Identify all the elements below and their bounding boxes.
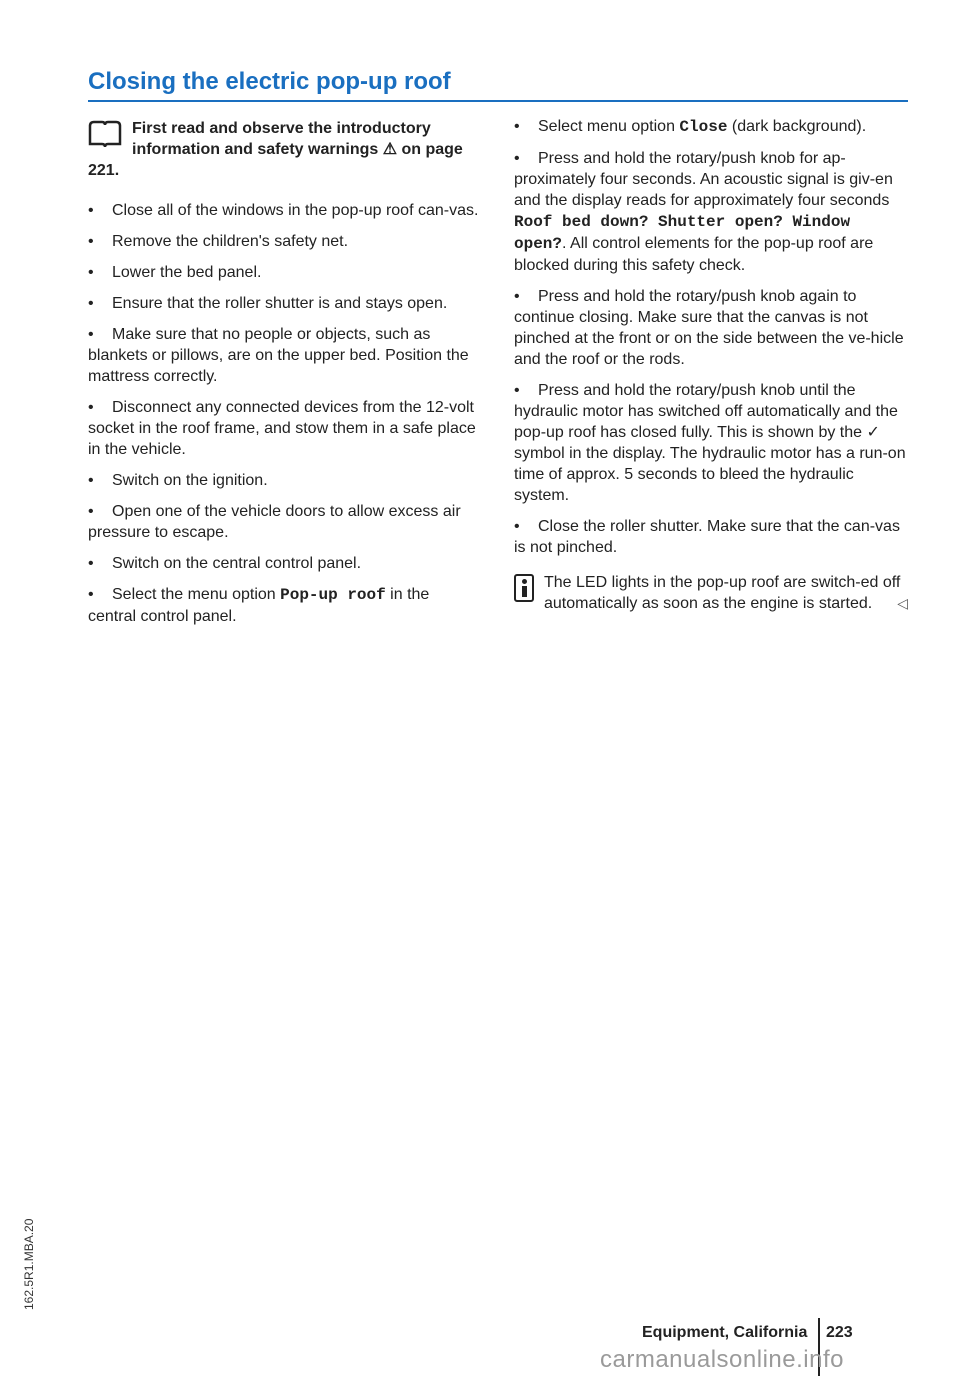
- bullet-icon: •: [88, 586, 94, 603]
- bullet-icon: •: [88, 326, 94, 343]
- list-item: [88, 501, 480, 543]
- intro-notice: [88, 116, 480, 181]
- bullet-icon: •: [88, 233, 94, 250]
- step-text: Lower the bed panel.: [112, 264, 262, 281]
- list-item: [88, 584, 480, 627]
- list-item: [88, 262, 480, 283]
- list-item: [514, 286, 906, 370]
- step-text: Press and hold the rotary/push knob until the hydraulic motor has switched off automatically and the pop-up roof has closed fully. This is shown by the ✓ symbol in the display. The hydraulic motor has a run-on time of approx. 5 seconds to bleed the hydraulic system.: [514, 382, 906, 504]
- left-steps: [88, 200, 480, 627]
- bullet-icon: •: [88, 295, 94, 312]
- step-text: Make sure that no people or objects, such as blankets or pillows, are on the upper bed. Position the mattress correctly.: [88, 326, 469, 385]
- watermark: carmanualsonline.info: [600, 1346, 844, 1373]
- menu-option-text: Pop-up roof: [280, 586, 386, 604]
- step-text: Press and hold the rotary/push knob again to continue closing. Make sure that the canvas is not pinched at the front or on the side between the ve-hicle and the roof or the rods.: [514, 288, 904, 368]
- right-steps: [514, 116, 906, 558]
- info-icon: [514, 574, 534, 602]
- bullet-icon: •: [514, 150, 520, 167]
- page-title: Closing the electric pop-up roof: [88, 68, 451, 95]
- title-rule: [88, 100, 908, 102]
- list-item: [88, 553, 480, 574]
- list-item: [88, 470, 480, 491]
- step-text: Switch on the central control panel.: [112, 555, 362, 572]
- bullet-icon: •: [514, 382, 520, 399]
- step-text: Select menu option: [538, 118, 680, 135]
- step-text: Select the menu option: [112, 586, 281, 603]
- step-text: Open one of the vehicle doors to allow excess air pressure to escape.: [88, 503, 461, 541]
- bullet-icon: •: [88, 264, 94, 281]
- list-item: [514, 380, 906, 506]
- page-number: 223: [826, 1324, 853, 1341]
- right-column: [514, 116, 906, 614]
- book-icon: [88, 120, 122, 148]
- note-text: The LED lights in the pop-up roof are switch-ed off automatically as soon as the engine is started.: [544, 574, 901, 612]
- bullet-icon: •: [88, 503, 94, 520]
- list-item: [88, 293, 480, 314]
- step-text: Ensure that the roller shutter is and stays open.: [112, 295, 448, 312]
- step-text: . All control elements for the pop-up roof are blocked during this safety check.: [514, 235, 874, 274]
- bullet-icon: •: [514, 288, 520, 305]
- step-text: Switch on the ignition.: [112, 472, 268, 489]
- left-column: [88, 116, 480, 637]
- list-item: [514, 148, 906, 276]
- intro-text: First read and observe the introductory information and safety warnings ⚠ on page 221.: [88, 120, 463, 179]
- menu-option-text: Close: [679, 118, 728, 136]
- bullet-icon: •: [88, 472, 94, 489]
- list-item: [88, 397, 480, 460]
- step-text: Press and hold the rotary/push knob for ap-proximately four seconds. An acoustic signal is giv-en and the display reads for approximately four seconds: [514, 150, 893, 209]
- document-code: 162.5R1.MBA.20: [22, 1218, 36, 1310]
- list-item: [514, 116, 906, 138]
- list-item: [88, 231, 480, 252]
- menu-option-text: Roof bed down? Shutter open? Window open?: [514, 213, 851, 253]
- bullet-icon: •: [514, 518, 520, 535]
- footer-section-title: Equipment, California: [642, 1324, 808, 1341]
- list-item: [88, 324, 480, 387]
- step-text: Close the roller shutter. Make sure that the can-vas is not pinched.: [514, 518, 900, 556]
- list-item: [88, 200, 480, 221]
- step-text: in the central control panel.: [88, 586, 430, 625]
- bullet-icon: •: [88, 555, 94, 572]
- step-text: Disconnect any connected devices from the 12-volt socket in the roof frame, and stow them in a safe place in the vehicle.: [88, 399, 476, 458]
- list-item: [514, 516, 906, 558]
- step-text: Close all of the windows in the pop-up roof can-vas.: [112, 202, 479, 219]
- bullet-icon: •: [88, 399, 94, 416]
- step-text: Remove the children's safety net.: [112, 233, 349, 250]
- bullet-icon: •: [88, 202, 94, 219]
- end-of-section-icon: ◁: [897, 595, 908, 611]
- step-text: (dark background).: [727, 118, 867, 135]
- info-note: [514, 572, 906, 614]
- bullet-icon: •: [514, 118, 520, 135]
